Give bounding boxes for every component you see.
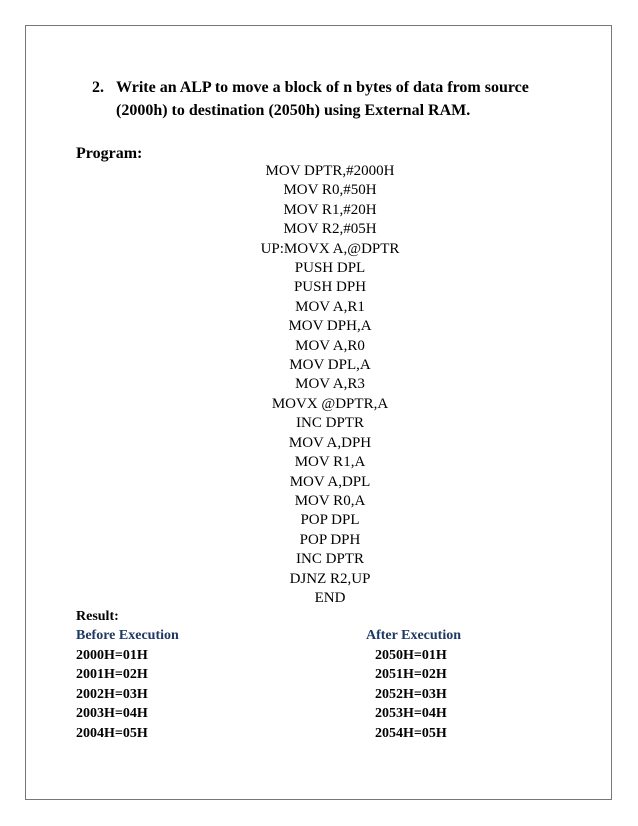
code-line: MOV DPH,A xyxy=(288,318,372,335)
question xyxy=(92,76,572,122)
code-line: INC DPTR xyxy=(296,415,364,432)
memory-value: 2001H=02H xyxy=(76,667,148,683)
before-execution-list xyxy=(76,646,148,743)
code-line: UP:MOVX A,@DPTR xyxy=(260,240,400,257)
code-line: MOV A,R0 xyxy=(295,337,365,354)
code-line: MOV DPL,A xyxy=(289,357,371,374)
memory-value: 2054H=05H xyxy=(375,725,447,741)
result-label: Result: xyxy=(76,609,119,624)
question-text-line-1: Write an ALP to move a block of n bytes of data from source xyxy=(116,79,529,96)
code-line: MOV R1,#20H xyxy=(283,201,377,218)
question-number: 2. xyxy=(92,79,104,96)
code-line: MOV R2,#05H xyxy=(283,221,377,238)
code-line: PUSH DPH xyxy=(293,279,367,296)
after-execution-list xyxy=(375,646,447,743)
code-line: MOVX @DPTR,A xyxy=(271,395,389,412)
code-line: POP DPH xyxy=(299,531,361,548)
code-line: PUSH DPL xyxy=(294,260,366,277)
memory-value: 2003H=04H xyxy=(76,706,148,722)
code-line: MOV DPTR,#2000H xyxy=(265,163,395,179)
code-line: MOV A,R3 xyxy=(295,376,365,393)
code-listing xyxy=(230,162,430,608)
program-label: Program: xyxy=(76,145,143,162)
code-line: MOV A,DPL xyxy=(289,473,371,490)
code-line: INC DPTR xyxy=(296,551,364,568)
code-line: MOV A,DPH xyxy=(288,434,372,451)
code-line: MOV R0,#50H xyxy=(283,182,377,199)
after-execution-heading: After Execution xyxy=(366,628,461,643)
code-line: MOV R0,A xyxy=(294,492,366,509)
memory-value: 2000H=01H xyxy=(76,648,148,663)
code-line: END xyxy=(314,589,346,606)
memory-value: 2053H=04H xyxy=(375,706,447,722)
code-line: MOV R1,A xyxy=(294,454,366,471)
memory-value: 2004H=05H xyxy=(76,725,148,741)
memory-value: 2050H=01H xyxy=(375,648,447,663)
before-execution-heading: Before Execution xyxy=(76,628,179,643)
memory-value: 2052H=03H xyxy=(375,686,447,702)
code-line: MOV A,R1 xyxy=(295,298,365,315)
code-line: POP DPL xyxy=(300,512,360,529)
memory-value: 2002H=03H xyxy=(76,686,148,702)
question-text-line-2: (2000h) to destination (2050h) using External RAM. xyxy=(116,102,471,119)
memory-value: 2051H=02H xyxy=(375,667,447,683)
code-line: DJNZ R2,UP xyxy=(289,570,371,587)
